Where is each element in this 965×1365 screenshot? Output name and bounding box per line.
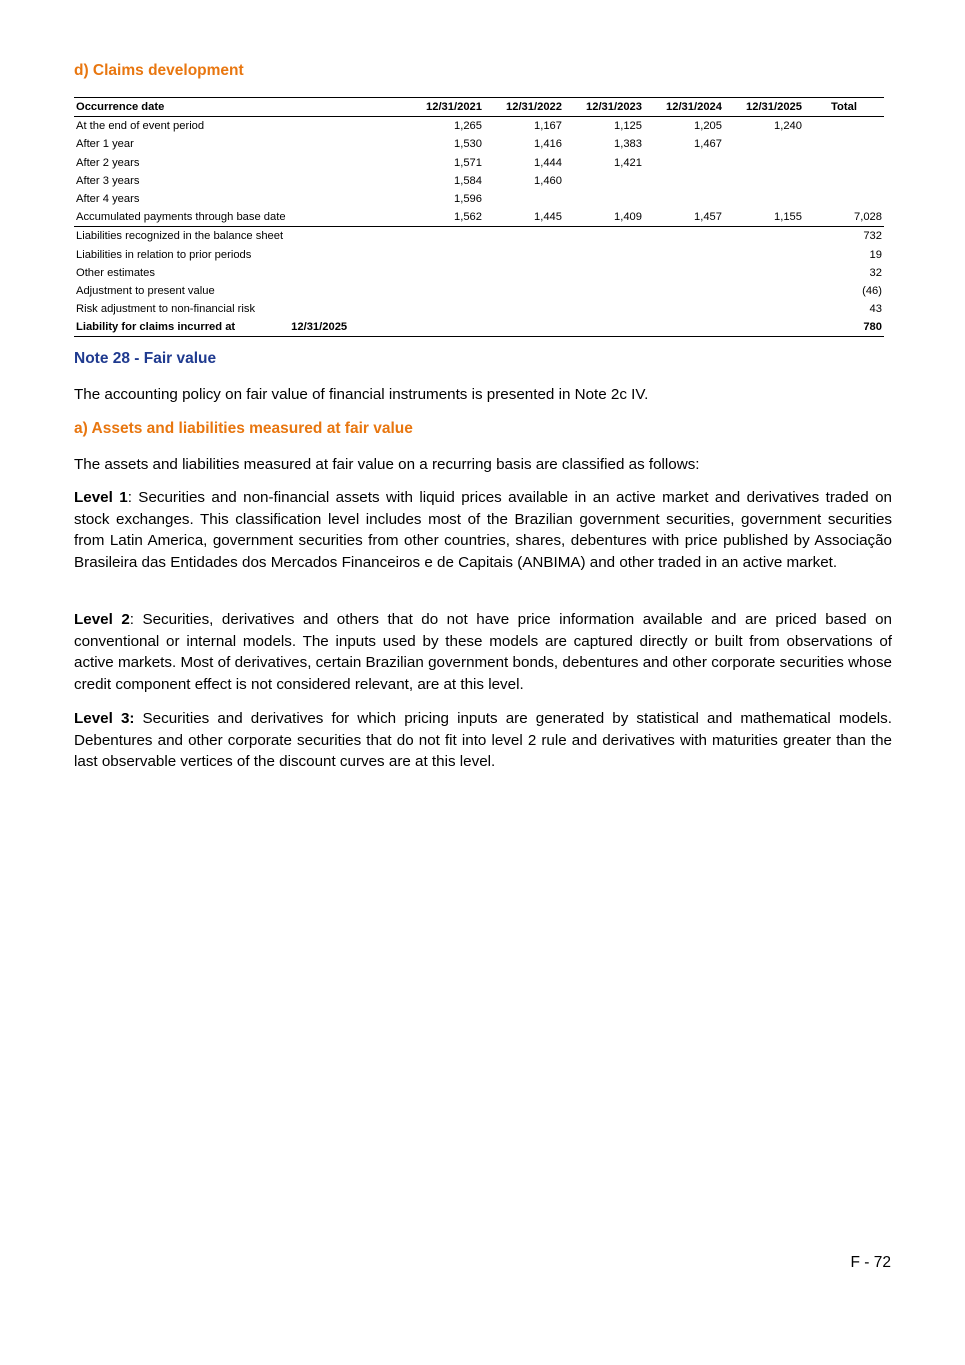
table-cell: 1,530 xyxy=(454,138,482,151)
table-cell: 1,240 xyxy=(774,120,802,133)
column-header: 12/31/2022 xyxy=(484,98,564,117)
level-1-text: : Securities and non-financial assets with liquid prices available in an active market and derivatives traded on stock exchanges. This classification level includes most of the Brazilian government securities, government securities from Latin America, government securities from other countries, shares, debentures with price published by Associação Brasileira das Entidades dos Mercados Financeiros e de Capitais (ANBIMA) and other traded in an active market. xyxy=(74,489,892,572)
final-row-label: Liability for claims incurred at xyxy=(76,321,236,334)
table-cell: 1,467 xyxy=(694,138,722,151)
table-cell: 1,125 xyxy=(614,120,642,133)
table-cell xyxy=(804,172,884,190)
page-number: F - 72 xyxy=(850,1254,891,1271)
claims-development-heading: d) Claims development xyxy=(74,62,244,79)
row-label: After 3 years xyxy=(76,174,140,187)
table-cell: 1,421 xyxy=(614,156,642,169)
row-label: After 1 year xyxy=(76,138,134,151)
column-header: Total xyxy=(804,98,884,117)
table-row xyxy=(74,282,884,300)
table-cell xyxy=(724,135,804,153)
table-row xyxy=(74,227,884,246)
intro-paragraph: The accounting policy on fair value of financial instruments is presented in Note 2c IV. xyxy=(74,386,649,403)
table-cell xyxy=(724,154,804,172)
column-header: 12/31/2025 xyxy=(724,98,804,117)
row-label: Other estimates xyxy=(76,266,155,279)
table-row xyxy=(74,172,884,190)
level-3-text: Securities and derivatives for which pricing inputs are generated by statistical and mathematical models. Debentures and other corporate securities that do not fit into level 2 rule and derivatives with maturities greater than the last observable vertices of the discount curves are at this level. xyxy=(74,710,892,771)
row-label: Liabilities in relation to prior periods xyxy=(76,248,252,261)
table-cell xyxy=(564,190,644,208)
table-cell xyxy=(644,172,724,190)
table-cell: 1,596 xyxy=(454,193,482,206)
table-cell: 1,460 xyxy=(534,174,562,187)
table-cell xyxy=(804,190,884,208)
row-label: Adjustment to present value xyxy=(76,284,215,297)
table-cell: 1,167 xyxy=(534,120,562,133)
level-1-title: Level 1 xyxy=(74,489,128,506)
table-cell: 32 xyxy=(869,266,882,279)
table-cell: 1,155 xyxy=(774,211,802,224)
table-cell: 1,571 xyxy=(454,156,482,169)
table-row xyxy=(74,135,884,153)
table-row xyxy=(74,117,884,136)
claims-development-table xyxy=(74,97,884,337)
row-label: Risk adjustment to non-financial risk xyxy=(76,303,256,316)
level-3-paragraph xyxy=(74,708,892,773)
level-2-text: : Securities, derivatives and others that do not have price information available and are priced based on conventional or internal models. The inputs used by these models are captured directly or built from observations of active markets. Most of derivatives, certain Brazilian government bonds, debentures and other corporate securities whose credit component effect is not considered relevant, are at this level. xyxy=(74,611,892,694)
level-3-title: Level 3: xyxy=(74,710,135,727)
table-row xyxy=(74,190,884,208)
row-label: After 4 years xyxy=(76,193,140,206)
column-header: 12/31/2023 xyxy=(564,98,644,117)
table-row xyxy=(74,246,884,264)
table-cell: 1,409 xyxy=(614,211,642,224)
table-cell: 1,584 xyxy=(454,174,482,187)
table-cell xyxy=(564,172,644,190)
row-label: At the end of event period xyxy=(76,120,205,133)
table-cell: 19 xyxy=(869,248,882,261)
table-cell: 1,205 xyxy=(694,120,722,133)
table-cell: 1,445 xyxy=(534,211,562,224)
table-cell xyxy=(804,154,884,172)
table-cell xyxy=(644,154,724,172)
fair-value-subheading: a) Assets and liabilities measured at fair value xyxy=(74,420,413,437)
table-row xyxy=(74,264,884,282)
table-cell: 732 xyxy=(804,227,884,246)
table-cell: 1,383 xyxy=(614,138,642,151)
column-header: Occurrence date xyxy=(74,98,404,117)
table-cell: 1,457 xyxy=(694,211,722,224)
row-label: Accumulated payments through base date xyxy=(76,211,286,224)
row-label: After 2 years xyxy=(76,156,140,169)
lead-paragraph: The assets and liabilities measured at fair value on a recurring basis are classified as follows: xyxy=(74,456,700,473)
table-row xyxy=(74,300,884,318)
table-cell xyxy=(724,190,804,208)
level-2-title: Level 2 xyxy=(74,611,130,628)
table-cell xyxy=(484,190,564,208)
table-row xyxy=(74,154,884,172)
column-header: 12/31/2021 xyxy=(404,98,484,117)
note-28-heading: Note 28 - Fair value xyxy=(74,350,217,367)
table-cell xyxy=(804,117,884,136)
row-label xyxy=(74,318,804,337)
table-cell: 1,265 xyxy=(454,120,482,133)
final-row-date: 12/31/2025 xyxy=(291,321,348,334)
column-header: 12/31/2024 xyxy=(644,98,724,117)
total-row xyxy=(74,318,884,337)
table-cell: 1,562 xyxy=(454,211,482,224)
table-cell: 1,444 xyxy=(534,156,562,169)
table-cell: 1,416 xyxy=(534,138,562,151)
table-cell: (46) xyxy=(862,284,882,297)
table-cell xyxy=(804,135,884,153)
table-row xyxy=(74,208,884,227)
table-cell: 780 xyxy=(804,318,884,337)
row-label: Liabilities recognized in the balance sheet xyxy=(74,227,804,246)
table-cell: 43 xyxy=(869,303,882,316)
table-cell xyxy=(724,172,804,190)
table-header-row xyxy=(74,98,884,117)
level-2-paragraph xyxy=(74,609,892,696)
level-1-paragraph xyxy=(74,487,892,574)
table-cell xyxy=(644,190,724,208)
table-cell: 7,028 xyxy=(854,211,882,224)
